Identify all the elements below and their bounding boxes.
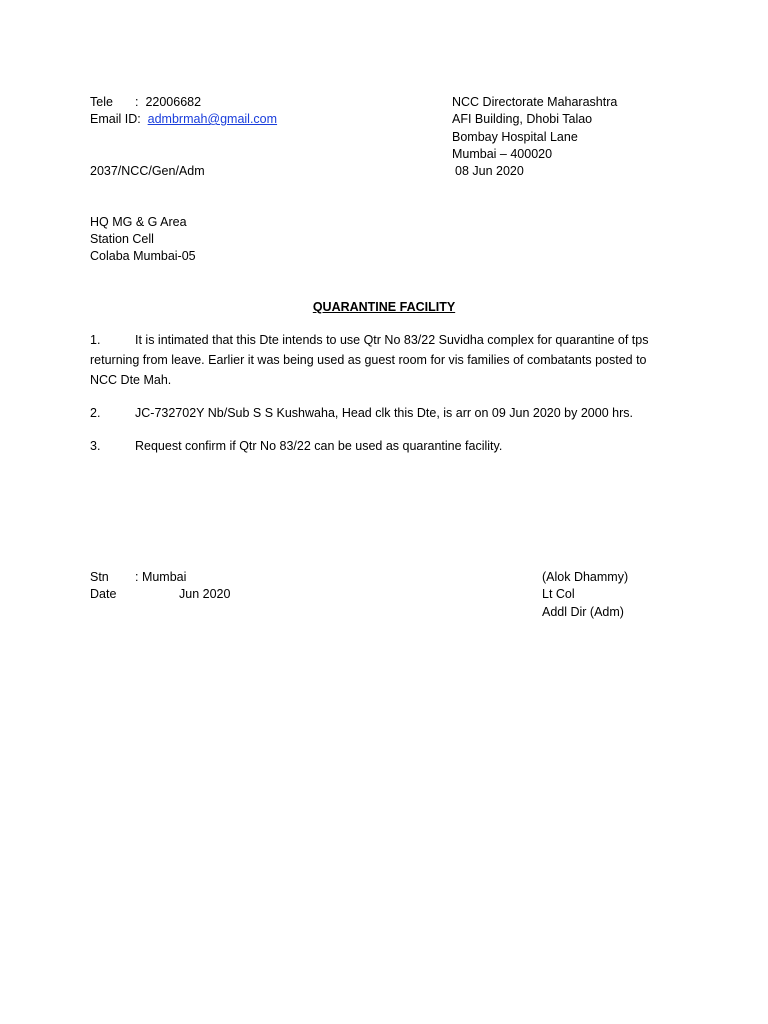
sender-address-line-1: NCC Directorate Maharashtra <box>452 95 618 109</box>
paragraph-3 <box>90 436 675 456</box>
signatory-appointment: Addl Dir (Adm) <box>542 605 624 619</box>
signatory-rank: Lt Col <box>542 587 575 601</box>
date-label: Date <box>90 587 117 601</box>
subject-heading: QUARANTINE FACILITY <box>312 300 456 314</box>
date-line <box>90 586 230 603</box>
paragraph-text: Request confirm if Qtr No 83/22 can be used as quarantine facility. <box>135 439 503 453</box>
paragraph-number: 3. <box>90 439 101 453</box>
sender-address-line-2: AFI Building, Dhobi Talao <box>452 112 593 126</box>
paragraph-1 <box>90 330 675 390</box>
letter-date: 08 Jun 2020 <box>455 164 524 178</box>
tele-separator: : <box>135 95 139 109</box>
recipient-line-2: Station Cell <box>90 232 154 246</box>
sender-address-line-3: Bombay Hospital Lane <box>452 130 578 144</box>
paragraph-number: 2. <box>90 406 101 420</box>
reference-number: 2037/NCC/Gen/Adm <box>90 164 205 178</box>
recipient-line-3: Colaba Mumbai-05 <box>90 249 196 263</box>
station-label: Stn <box>90 570 109 584</box>
date-value: Jun 2020 <box>179 587 231 601</box>
tele-label: Tele <box>90 95 113 109</box>
paragraph-text: JC-732702Y Nb/Sub S S Kushwaha, Head clk this Dte, is arr on 09 Jun 2020 by 2000 hrs. <box>135 406 633 420</box>
paragraph-number: 1. <box>90 333 101 347</box>
paragraph-text: It is intimated that this Dte intends to use Qtr No 83/22 Suvidha complex for quarantine of tps returning from leave. Earlier it was being used as guest room for vis families of combatants posted to NCC Dte Mah. <box>90 333 649 387</box>
recipient-line-1: HQ MG & G Area <box>90 215 187 229</box>
tele-value: 22006682 <box>145 95 202 109</box>
signatory-name: (Alok Dhammy) <box>542 570 629 584</box>
email-line <box>90 111 277 128</box>
paragraph-2 <box>90 403 675 423</box>
tele-line <box>90 94 201 111</box>
station-line <box>90 569 186 586</box>
station-value: : Mumbai <box>135 570 187 584</box>
email-label: Email ID: <box>90 112 141 126</box>
email-link[interactable]: admbrmah@gmail.com <box>147 112 278 126</box>
sender-address-line-4: Mumbai – 400020 <box>452 147 553 161</box>
